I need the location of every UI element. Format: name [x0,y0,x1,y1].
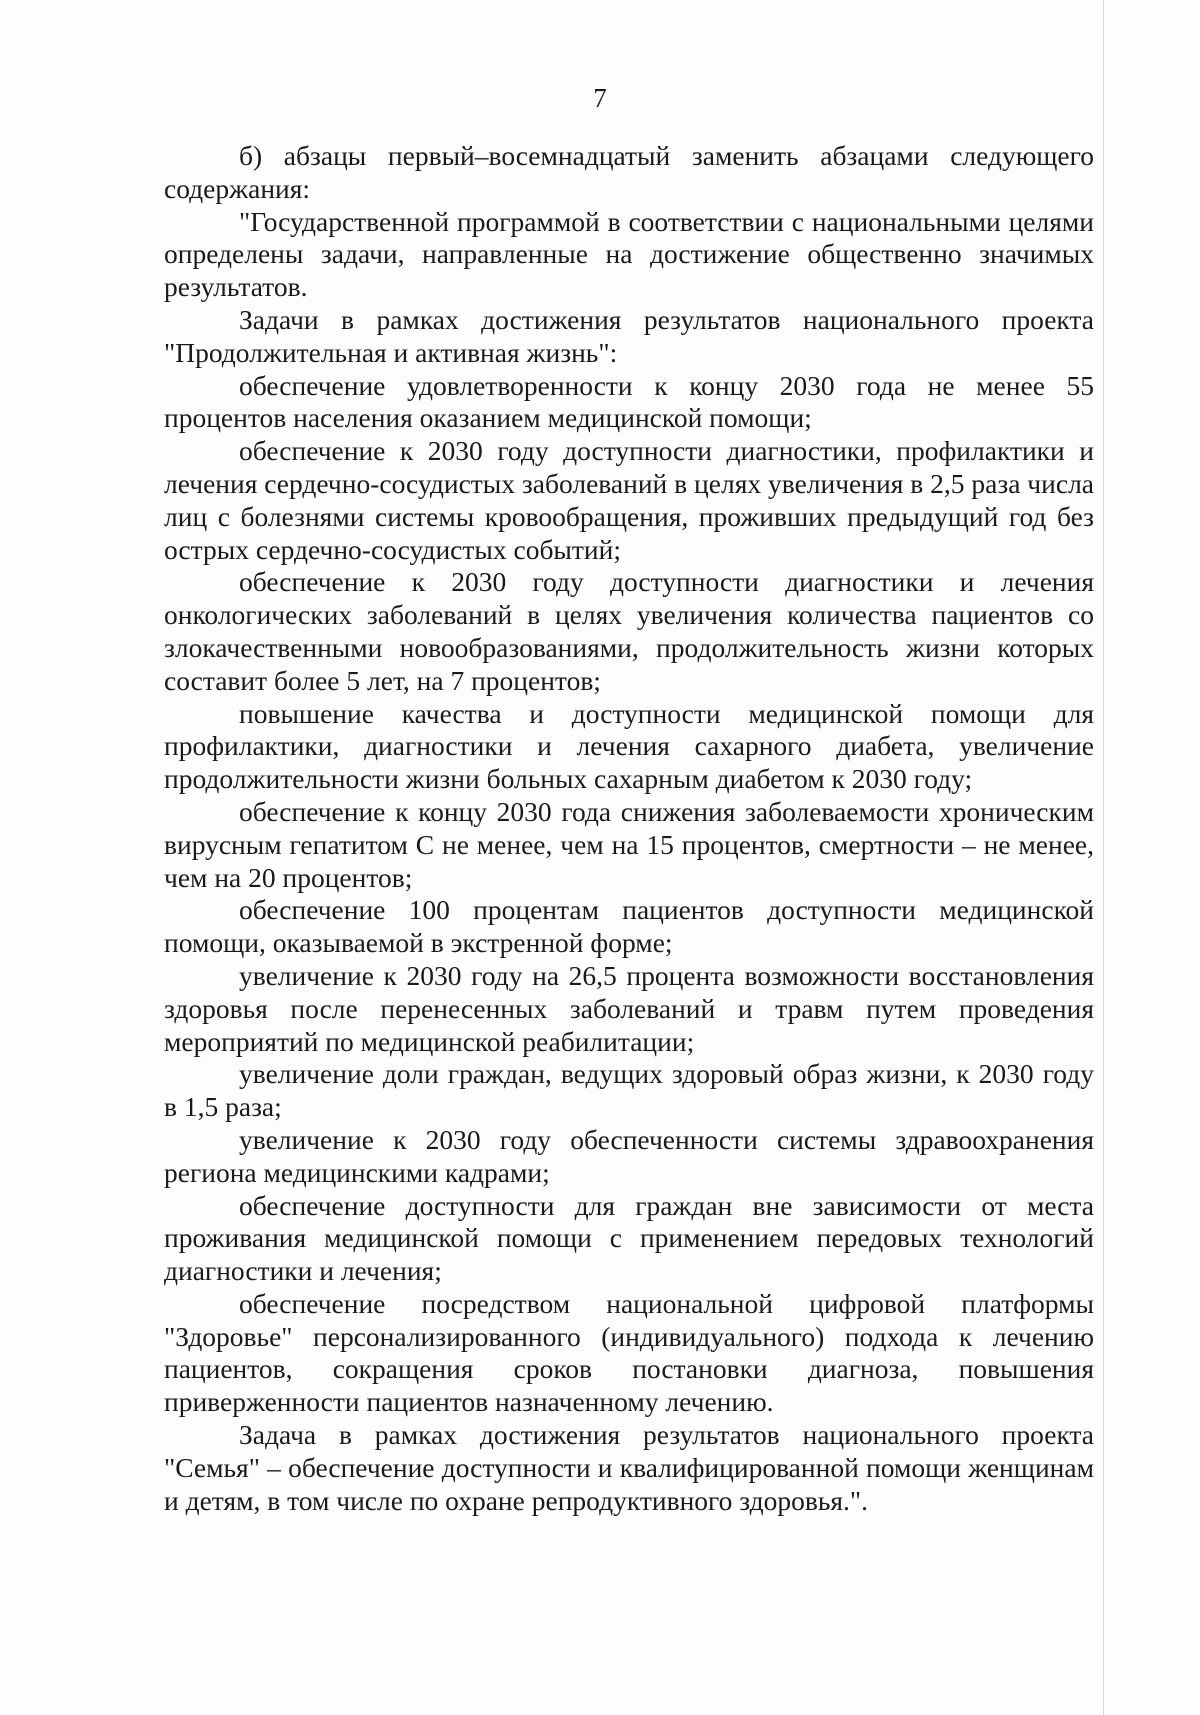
paragraph-task-digital-platform: обеспечение посредством национальной цифровой платформы "Здоровье" персонализированного (индивидуального) подхода к лечению пациентов, сокращения сроков постановки диагноза, повышения приверженности пациентов назначенному лечению. [164,1287,1094,1418]
paragraph-task-oncology: обеспечение к 2030 году доступности диагностики и лечения онкологических заболеваний в целях увеличения количества пациентов со злокачественными новообразованиями, продолжительность жизни которых составит более 5 лет, на 7 процентов; [164,566,1094,696]
paragraph-amendment-instruction: б) абзацы первый–восемнадцатый заменить абзацами следующего содержания: [164,140,1094,204]
paragraph-task-emergency-care: обеспечение 100 процентам пациентов доступности медицинской помощи, оказываемой в экстренной форме; [164,894,1094,959]
paragraph-task-diabetes: повышение качества и доступности медицинской помощи для профилактики, диагностики и лечения сахарного диабета, увеличение продолжительности жизни больных сахарным диабетом к 2030 году; [164,697,1094,795]
paragraph-task-access-technologies: обеспечение доступности для граждан вне зависимости от места проживания медицинской помощи с применением передовых технологий диагностики и лечения; [164,1189,1094,1287]
paragraph-family-project-task: Задача в рамках достижения результатов национального проекта "Семья" – обеспечение доступности и квалифицированной помощи женщинам и детям, в том числе по охране репродуктивного здоровья.". [164,1419,1094,1516]
paragraph-task-healthy-lifestyle: увеличение доли граждан, ведущих здоровый образ жизни, к 2030 году в 1,5 раза; [164,1058,1094,1123]
paragraph-project-tasks-heading: Задачи в рамках достижения результатов национального проекта "Продолжительная и активная жизнь": [164,303,1094,368]
paragraph-program-intro: "Государственной программой в соответствии с национальными целями определены задачи, направленные на достижение общественно значимых результатов. [164,205,1094,303]
paragraph-task-rehabilitation: увеличение к 2030 году на 26,5 процента возможности восстановления здоровья после перенесенных заболеваний и травм путем проведения мероприятий по медицинской реабилитации; [164,959,1094,1057]
page-number: 7 [593,83,607,113]
paragraph-task-cardiovascular: обеспечение к 2030 году доступности диагностики, профилактики и лечения сердечно-сосудистых заболеваний в целях увеличения в 2,5 раза числа лиц с болезнями системы кровообращения, проживших предыдущий год без острых сердечно-сосудистых событий; [164,435,1094,565]
paragraph-task-medical-staff: увеличение к 2030 году обеспеченности системы здравоохранения региона медицинскими кадрами; [164,1123,1094,1188]
document-body [164,140,1094,1517]
paragraph-task-hepatitis: обеспечение к концу 2030 года снижения заболеваемости хроническим вирусным гепатитом С не менее, чем на 15 процентов, смертности – не менее, чем на 20 процентов; [164,795,1094,893]
page-edge-shadow [1103,0,1104,1715]
paragraph-task-satisfaction: обеспечение удовлетворенности к концу 2030 года не менее 55 процентов населения оказанием медицинской помощи; [164,369,1094,434]
